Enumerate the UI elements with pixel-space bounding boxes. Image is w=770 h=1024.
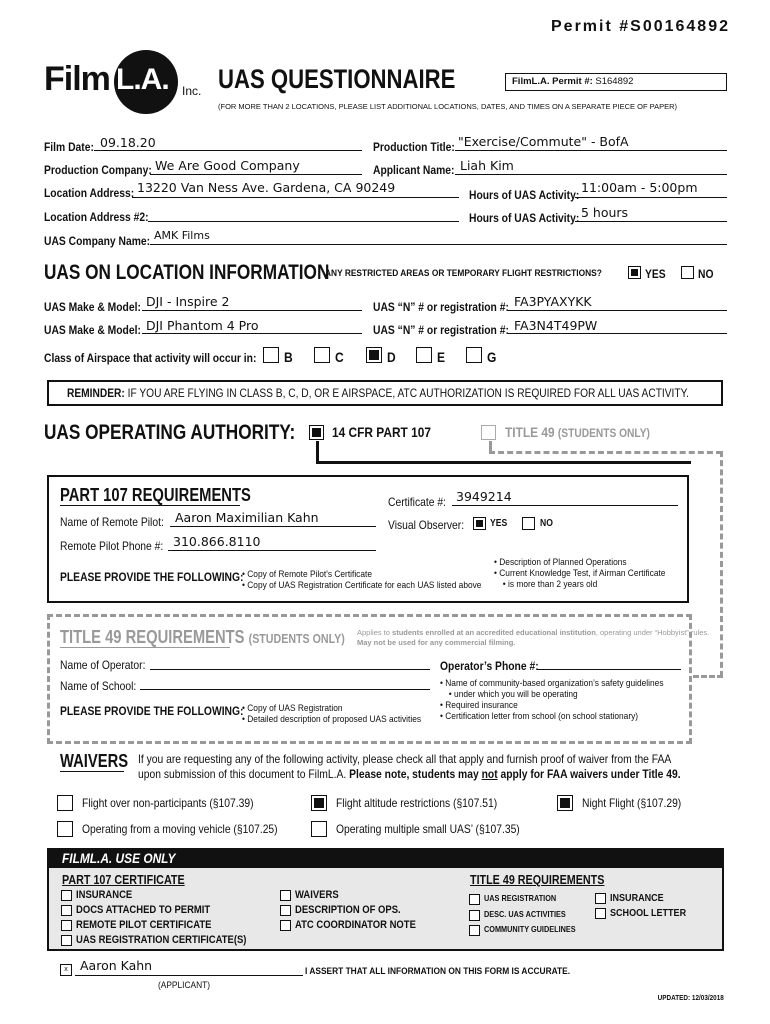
permit-box: [505, 73, 727, 91]
airspace-d-checkbox[interactable]: [366, 347, 382, 363]
bullet-item: • Name of community-based organization’s safety guidelines: [440, 678, 664, 689]
office-item-label: INSURANCE: [76, 889, 133, 901]
part107-connector-h: [316, 461, 691, 464]
office-checkbox[interactable]: [595, 908, 606, 919]
waivers-text2a: upon submission of this document to FilmL.A.: [138, 767, 350, 781]
waiver-label: Operating multiple small UAS’ (§107.35): [336, 822, 520, 836]
office-t49-heading: TITLE 49 REQUIREMENTS: [470, 873, 605, 887]
uas-company-label: UAS Company Name:: [44, 234, 151, 248]
pilot-name-label: Name of Remote Pilot:: [60, 515, 164, 529]
bullet-item: • Current Knowledge Test, if Airman Certificate: [494, 568, 665, 579]
title49-heading-sub: (STUDENTS ONLY): [248, 631, 345, 646]
vo-yes-checkbox[interactable]: [473, 517, 486, 530]
bullet-item: • Copy of Remote Pilot's Certificate: [242, 569, 481, 580]
reg1-label: UAS “N” # or registration #:: [373, 300, 509, 314]
bullet-item: • is more than 2 years old: [494, 579, 665, 590]
airspace-label: Class of Airspace that activity will occur in:: [44, 351, 257, 365]
waiver-checkbox[interactable]: [311, 821, 327, 837]
make2-label: UAS Make & Model:: [44, 323, 141, 337]
title49-note2: May not be used for any commercial filming.: [357, 638, 516, 647]
vo-no-label: NO: [540, 518, 553, 529]
bullet-item: • under which you will be operating: [440, 689, 664, 700]
restricted-yes-label: YES: [645, 267, 666, 281]
waivers-underline: [60, 771, 124, 772]
bullet-item: • Detailed description of proposed UAS activities: [242, 714, 421, 725]
operator-name-label: Name of Operator:: [60, 658, 146, 672]
airspace-c-checkbox[interactable]: [314, 347, 330, 363]
form-title: UAS QUESTIONNAIRE: [218, 64, 456, 94]
office-use-heading: FILML.A. USE ONLY: [62, 850, 176, 866]
office-p107-heading: PART 107 CERTIFICATE: [62, 873, 185, 887]
title49-authority-text: TITLE 49: [505, 424, 555, 440]
part107-authority-checkbox[interactable]: [309, 425, 324, 440]
part107-heading-underline: [60, 505, 240, 506]
pilot-name-value[interactable]: Aaron Maximilian Kahn: [175, 510, 319, 525]
office-item-label: WAIVERS: [295, 889, 339, 901]
restricted-no-label: NO: [698, 267, 714, 281]
logo-film-text: Film: [44, 60, 110, 98]
title49-connector-end: [693, 675, 723, 678]
title49-heading: [60, 627, 345, 648]
title49-bullets-right: [440, 678, 694, 722]
logo-inc-text: Inc.: [182, 84, 202, 98]
location-address-value[interactable]: 13220 Van Ness Ave. Gardena, CA 90249: [137, 180, 396, 195]
office-checkbox[interactable]: [61, 920, 72, 931]
title49-connector-v: [720, 451, 723, 677]
title49-authority-checkbox[interactable]: [481, 425, 496, 440]
school-line[interactable]: [140, 689, 430, 690]
permit-box-label: FilmL.A. Permit #:: [512, 76, 593, 87]
on-location-heading: UAS ON LOCATION INFORMATION: [44, 261, 330, 284]
signature-line[interactable]: [75, 975, 303, 976]
waiver-label: Flight altitude restrictions (§107.51): [336, 796, 498, 810]
title49-authority-label: [505, 424, 650, 440]
production-title-label: Production Title:: [373, 140, 455, 154]
reg2-value[interactable]: FA3N4T49PW: [514, 318, 598, 333]
film-date-line: [94, 150, 362, 151]
vo-no-checkbox[interactable]: [522, 517, 535, 530]
airspace-g-label: G: [487, 349, 497, 365]
airspace-e-checkbox[interactable]: [416, 347, 432, 363]
title49-note: [357, 628, 709, 648]
make2-value[interactable]: DJI Phantom 4 Pro: [146, 318, 259, 333]
waiver-checkbox[interactable]: [557, 795, 573, 811]
restricted-question: ANY RESTRICTED AREAS OR TEMPORARY FLIGHT RESTRICTIONS?: [325, 268, 602, 279]
school-label: Name of School:: [60, 679, 137, 693]
signature-caption: (APPLICANT): [158, 980, 211, 991]
hours2-line: [575, 221, 727, 222]
make1-line: [142, 310, 362, 311]
waivers-text2c: not: [481, 767, 498, 781]
hours1-label: Hours of UAS Activity:: [469, 188, 580, 202]
bullet-item: • Certification letter from school (on school stationary): [440, 711, 664, 722]
office-item-label: DESC. UAS ACTIVITIES: [484, 908, 566, 919]
certificate-line: [452, 505, 678, 506]
hours1-value[interactable]: 11:00am - 5:00pm: [581, 180, 698, 195]
airspace-b-label: B: [284, 349, 293, 365]
reg1-value[interactable]: FA3PYAXYKK: [514, 294, 592, 309]
office-checkbox[interactable]: [595, 893, 606, 904]
pilot-phone-label: Remote Pilot Phone #:: [60, 539, 164, 553]
airspace-d-label: D: [387, 349, 396, 365]
title49-heading-text: TITLE 49 REQUIREMENTS: [60, 627, 245, 647]
airspace-b-checkbox[interactable]: [263, 347, 279, 363]
visual-observer-label: Visual Observer:: [388, 518, 465, 532]
vo-yes-label: YES: [490, 518, 508, 529]
part107-authority-label: 14 CFR PART 107: [332, 424, 431, 440]
waivers-text2d: apply for FAA waivers under Title 49.: [497, 767, 681, 781]
waiver-checkbox[interactable]: [57, 821, 73, 837]
office-checkbox[interactable]: [61, 890, 72, 901]
title49-bullets-left: [242, 703, 445, 725]
part107-heading: PART 107 REQUIREMENTS: [60, 485, 251, 505]
uas-company-value[interactable]: AMK Films: [154, 229, 210, 242]
waiver-checkbox[interactable]: [311, 795, 327, 811]
make1-value[interactable]: DJI - Inspire 2: [146, 294, 230, 309]
title49-note-bold: students enrolled at an accredited educational institution: [392, 628, 596, 637]
logo-la-text: L.A.: [116, 63, 169, 96]
waiver-label: Night Flight (§107.29): [582, 796, 682, 810]
pilot-phone-value[interactable]: 310.866.8110: [173, 534, 261, 549]
waivers-description: [138, 752, 681, 782]
reminder-text: IF YOU ARE FLYING IN CLASS B, C, D, OR E AIRSPACE, ATC AUTHORIZATION IS REQUIRED FOR ALL UAS ACTIVITY.: [124, 386, 689, 400]
office-checkbox[interactable]: [469, 925, 480, 936]
office-item-label: ATC COORDINATOR NOTE: [295, 919, 416, 931]
location-address2-label: Location Address #2:: [44, 210, 149, 224]
location-address2-line: [148, 221, 459, 222]
operator-phone-label: Operator’s Phone #:: [440, 659, 539, 673]
office-item-label: COMMUNITY GUIDELINES: [484, 924, 576, 934]
part107-bullets-left: [242, 569, 514, 591]
updated-date: UPDATED: 12/03/2018: [657, 993, 724, 1002]
make2-line: [142, 333, 362, 334]
office-item-label: REMOTE PILOT CERTIFICATE: [76, 919, 212, 931]
authority-heading: UAS OPERATING AUTHORITY:: [44, 421, 296, 444]
reg1-line: [508, 310, 727, 311]
production-company-label: Production Company:: [44, 163, 152, 177]
location-address-label: Location Address:: [44, 186, 135, 200]
production-title-value[interactable]: "Exercise/Commute" - BofA: [458, 134, 629, 149]
operator-name-line[interactable]: [150, 669, 430, 670]
hours1-line: [575, 197, 727, 198]
part107-connector: [316, 441, 319, 463]
permit-number: Permit #S00164892: [551, 18, 730, 35]
office-checkbox[interactable]: [469, 894, 480, 905]
waivers-text1: If you are requesting any of the following activity, please check all that apply and furnish proof of waiver from the FAA: [138, 752, 672, 766]
office-item-label: DESCRIPTION OF OPS.: [295, 904, 401, 916]
film-date-label: Film Date:: [44, 140, 94, 154]
waivers-text2b: Please note, students may: [349, 767, 482, 781]
signature-mark: x: [60, 964, 72, 976]
certificate-value[interactable]: 3949214: [456, 489, 512, 504]
film-date-value[interactable]: 09.18.20: [100, 135, 156, 150]
pilot-phone-line: [168, 550, 376, 551]
location-address-line: [132, 197, 459, 198]
office-checkbox[interactable]: [280, 890, 291, 901]
title49-note-pre: Applies to: [357, 628, 393, 637]
office-checkbox[interactable]: [61, 935, 72, 946]
office-item-label: INSURANCE: [610, 892, 664, 904]
form-subtitle: (FOR MORE THAN 2 LOCATIONS, PLEASE LIST ADDITIONAL LOCATIONS, DATES, AND TIMES ON A SEPARATE PIECE OF PAPER): [218, 102, 677, 111]
applicant-name-value[interactable]: Liah Kim: [460, 158, 514, 173]
make1-label: UAS Make & Model:: [44, 300, 141, 314]
part107-bullets-right: [494, 557, 689, 590]
part107-provide-label: PLEASE PROVIDE THE FOLLOWING:: [60, 570, 244, 584]
airspace-c-label: C: [335, 349, 344, 365]
office-item-label: UAS REGISTRATION CERTIFICATE(S): [76, 934, 247, 946]
production-company-line: [150, 174, 362, 175]
reg2-line: [508, 333, 727, 334]
hours2-label: Hours of UAS Activity:: [469, 211, 580, 225]
assert-statement: I ASSERT THAT ALL INFORMATION ON THIS FORM IS ACCURATE.: [305, 966, 571, 977]
applicant-name-line: [455, 174, 727, 175]
certificate-label: Certificate #:: [388, 495, 446, 509]
office-checkbox[interactable]: [469, 910, 480, 921]
office-checkbox[interactable]: [280, 905, 291, 916]
waivers-heading: WAIVERS: [60, 751, 129, 771]
title49-heading-underline: [60, 647, 230, 648]
title49-authority-sub: (STUDENTS ONLY): [557, 426, 650, 440]
title49-connector-h: [489, 451, 722, 454]
title49-provide-label: PLEASE PROVIDE THE FOLLOWING:: [60, 704, 244, 718]
permit-box-value: S164892: [595, 76, 634, 87]
applicant-name-label: Applicant Name:: [373, 163, 455, 177]
title49-note-post: , operating under “Hobbyist” rules.: [595, 628, 710, 637]
production-title-line: [455, 150, 727, 151]
reminder-banner: [47, 380, 723, 406]
office-item-label: UAS REGISTRATION: [484, 893, 557, 903]
office-checkbox[interactable]: [280, 920, 291, 931]
hours2-value[interactable]: 5 hours: [581, 205, 629, 220]
reg2-label: UAS “N” # or registration #:: [373, 323, 509, 337]
filmla-logo: [44, 50, 214, 110]
airspace-g-checkbox[interactable]: [466, 347, 482, 363]
bullet-item: • Copy of UAS Registration Certificate for each UAS listed above: [242, 580, 481, 591]
uas-company-line: [150, 244, 727, 245]
production-company-value[interactable]: We Are Good Company: [155, 158, 300, 173]
pilot-name-line: [170, 526, 376, 527]
operator-phone-line[interactable]: [537, 669, 681, 670]
office-checkbox[interactable]: [61, 905, 72, 916]
office-item-label: DOCS ATTACHED TO PERMIT: [76, 904, 211, 916]
signature-value[interactable]: Aaron Kahn: [80, 958, 153, 973]
bullet-item: • Required insurance: [440, 700, 664, 711]
office-item-label: SCHOOL LETTER: [610, 907, 687, 919]
reminder-bold: REMINDER:: [67, 386, 125, 400]
restricted-yes-checkbox[interactable]: [628, 266, 641, 279]
airspace-e-label: E: [437, 349, 446, 365]
waiver-label: Operating from a moving vehicle (§107.25): [82, 822, 278, 836]
bullet-item: • Description of Planned Operations: [494, 557, 665, 568]
waiver-label: Flight over non-participants (§107.39): [82, 796, 254, 810]
waiver-checkbox[interactable]: [57, 795, 73, 811]
bullet-item: • Copy of UAS Registration: [242, 703, 421, 714]
restricted-no-checkbox[interactable]: [681, 266, 694, 279]
